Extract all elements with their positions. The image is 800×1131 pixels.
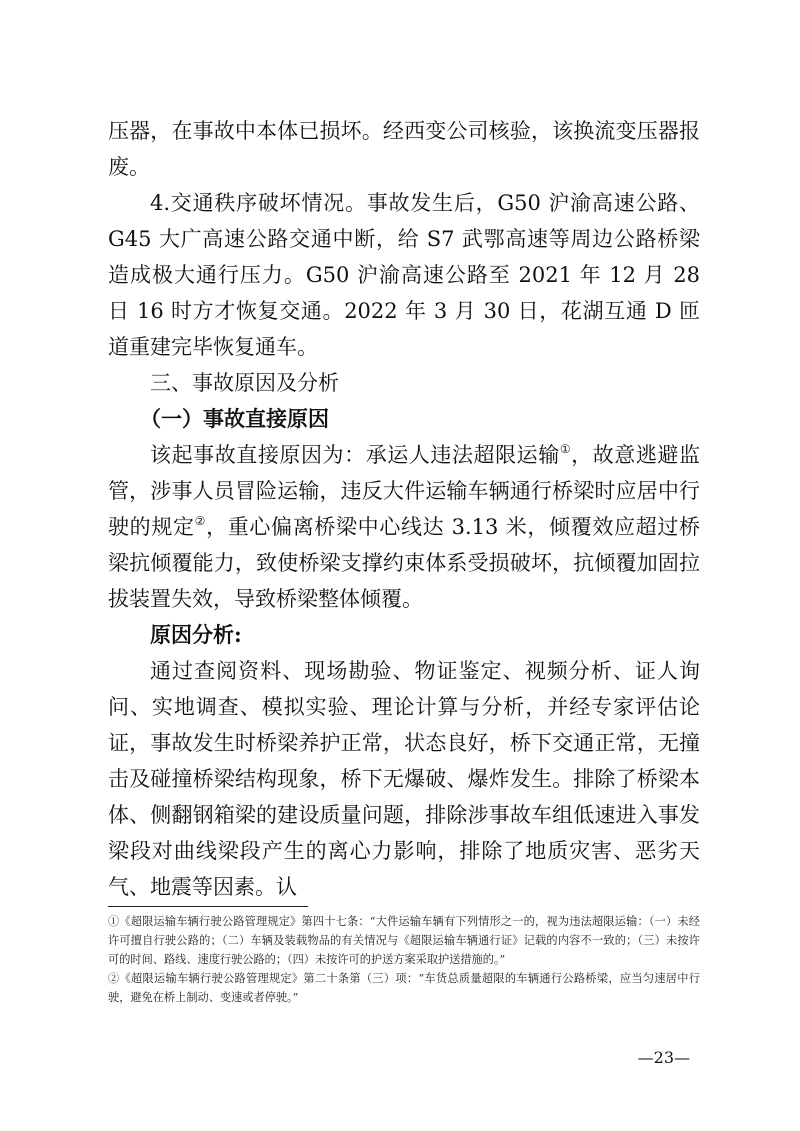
body-text xyxy=(108,113,700,905)
footnote-2: ②《超限运输车辆行驶公路管理规定》第二十条第（三）项：“车货总质量超限的车辆通行公路桥梁，应当匀速居中行驶，避免在桥上制动、变速或者停驶。” xyxy=(108,972,700,1004)
direct-cause-text-b: ，故意逃避监管，涉事人员冒险运输，违反大件运输车辆通行桥梁时应居中行驶的规定 xyxy=(108,443,701,539)
section-heading: 三、事故原因及分析 xyxy=(150,371,339,395)
paragraph-direct-cause xyxy=(108,437,700,617)
analysis-heading: 原因分析: xyxy=(150,622,242,647)
footnote-divider xyxy=(108,906,308,907)
subsection-heading: （一）事故直接原因 xyxy=(140,406,329,431)
footnotes xyxy=(108,912,700,1007)
paragraph-continued: 压器，在事故中本体已损坏。经西变公司核验，该换流变压器报废。 xyxy=(108,119,700,179)
direct-cause-text-c: ，重心偏离桥梁中心线达 3.13 米，倾覆效应超过桥梁抗倾覆能力，致使桥梁支撑约束体系受损破坏，抗倾覆加固拉拔装置失效，导致桥梁整体倾覆。 xyxy=(108,515,701,611)
page-number: —23— xyxy=(637,1048,690,1067)
footnote-1: ①《超限运输车辆行驶公路管理规定》第四十七条：“大件运输车辆有下列情形之一的，视为违法超限运输：（一）未经许可擅自行驶公路的；（二）车辆及装载物品的有关情况与《超限运输车辆通行证》记载的内容不一致的；（三）未按许可的时间、路线、速度行驶公路的；（四）未按许可的护送方案采取护送措施的。” xyxy=(108,915,700,966)
direct-cause-text-a: 该起事故直接原因为：承运人违法超限运输 xyxy=(150,443,560,467)
paragraph-traffic: 4.交通秩序破坏情况。事故发生后，G50 沪渝高速公路、G45 大广高速公路交通中断，给 S7 武鄂高速等周边公路桥梁造成极大通行压力。G50 沪渝高速公路至 2021 年 12 月 28 日 16 时方才恢复交通。2022 年 3 月 30 日，花湖互通 D 匝道重建完毕恢复通车。 xyxy=(108,191,700,359)
footnote-ref-2: ② xyxy=(194,514,207,528)
footnote-ref-1: ① xyxy=(559,442,572,456)
paragraph-analysis: 通过查阅资料、现场勘验、物证鉴定、视频分析、证人询问、实地调查、模拟实验、理论计算与分析，并经专家评估论证，事故发生时桥梁养护正常，状态良好，桥下交通正常，无撞击及碰撞桥梁结构现象，桥下无爆破、爆炸发生。排除了桥梁本体、侧翻钢箱梁的建设质量问题，排除涉事故车组低速进入事发梁段对曲线梁段产生的离心力影响，排除了地质灾害、恶劣天气、地震等因素。认 xyxy=(108,659,700,899)
